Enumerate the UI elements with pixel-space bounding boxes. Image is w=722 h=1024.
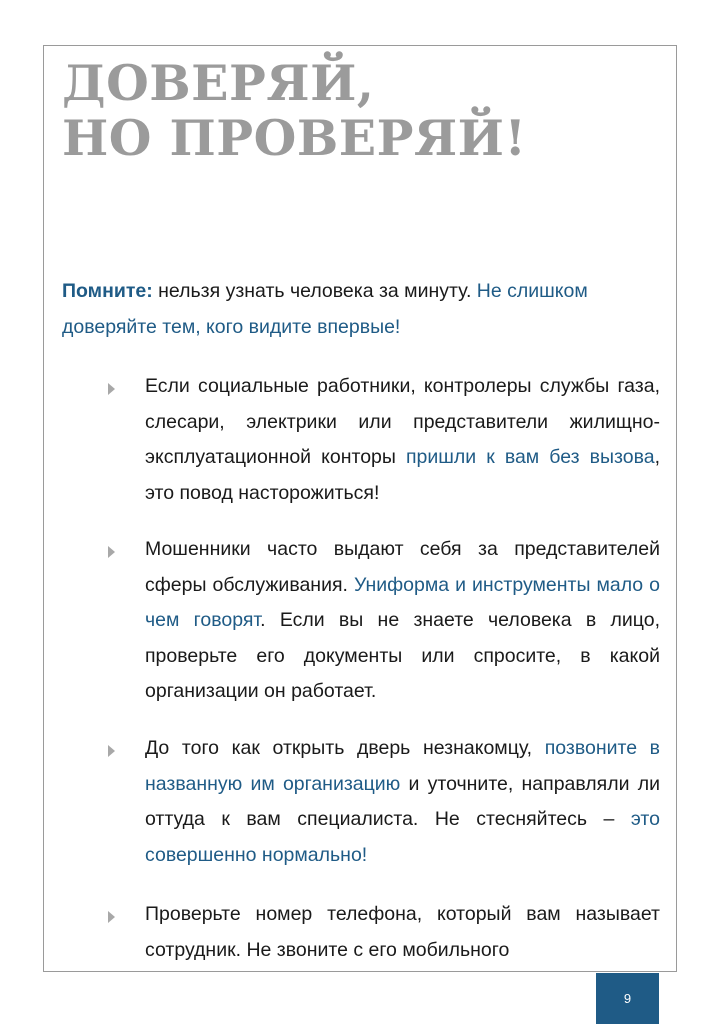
bullet-highlight: Униформа и инструменты мало о чем говорят — [145, 573, 660, 631]
page-number-box — [596, 973, 659, 1024]
bullet-text-part: , это повод насторожиться! — [145, 446, 660, 504]
bullet-arrow-icon — [108, 745, 115, 757]
intro-text: нельзя узнать человека за минуту. — [152, 280, 477, 302]
bullet-item — [108, 532, 662, 710]
bullet-text-part: До того как открыть дверь незнакомцу, — [145, 737, 545, 759]
bullet-item — [108, 731, 662, 873]
bullet-highlight: позвоните в названную им организацию — [145, 737, 661, 795]
bullet-text-part: и уточните, направляли ли оттуда к вам специалиста. Не стесняйтесь – — [145, 772, 660, 830]
bullet-text — [145, 731, 660, 873]
intro-highlight: Не слишком доверяйте тем, кого видите впервые! — [62, 280, 588, 338]
bullet-text-part: . Если вы не знаете человека в лицо, проверьте его документы или спросите, в какой организации он работает. — [145, 609, 660, 702]
bullet-highlight: это совершенно нормально! — [145, 808, 660, 866]
bullet-highlight: пришли к вам без вызова — [405, 446, 655, 468]
bullet-arrow-icon — [108, 546, 115, 558]
page-title — [62, 56, 526, 166]
title-line-1: ДОВЕРЯЙ, — [62, 54, 375, 112]
bullet-text — [145, 897, 660, 968]
bullet-arrow-icon — [108, 383, 115, 395]
bullet-text — [145, 532, 660, 710]
bullet-item — [108, 897, 662, 968]
bullet-text-part: Мошенники часто выдают себя за представителей сферы обслуживания. — [145, 538, 660, 596]
intro-lead: Помните: — [62, 280, 153, 302]
bullet-text-part: Если социальные работники, контролеры службы газа, слесари, электрики или представители жилищно-эксплуатационной конторы — [145, 375, 660, 468]
intro-paragraph — [62, 273, 662, 345]
bullet-item — [108, 369, 662, 511]
bullet-text-part: Проверьте номер телефона, который вам называет сотрудник. Не звоните с его мобильного — [145, 903, 660, 961]
page-number: 9 — [623, 991, 632, 1006]
bullet-text — [145, 369, 660, 511]
bullet-arrow-icon — [108, 911, 115, 923]
title-line-2: НО ПРОВЕРЯЙ! — [62, 109, 527, 167]
